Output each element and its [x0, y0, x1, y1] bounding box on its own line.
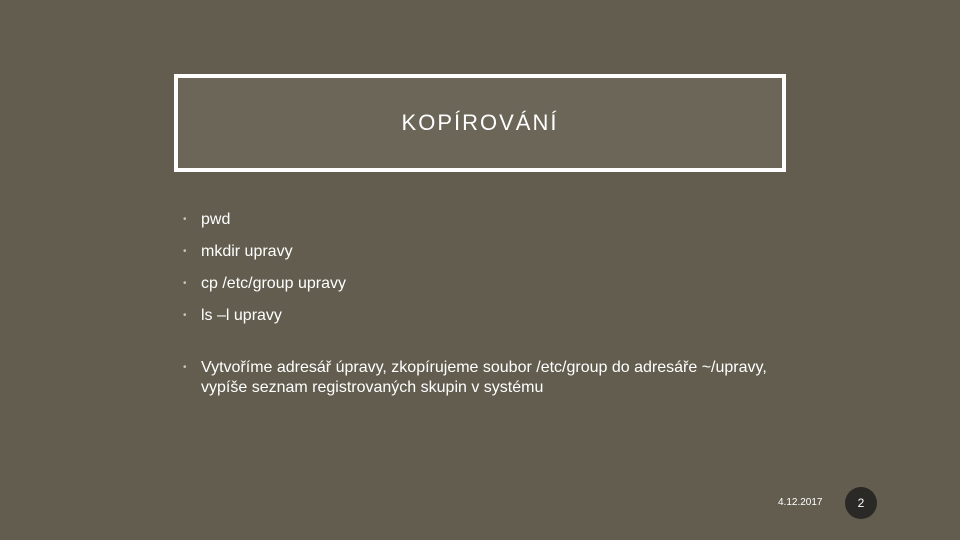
bullet-text: ls –l upravy	[201, 307, 282, 324]
bullet-icon: •	[183, 278, 187, 289]
bullet-icon: •	[183, 246, 187, 257]
bullet-icon: •	[183, 310, 187, 321]
slide-date: 4.12.2017	[778, 497, 823, 508]
bullet-list	[183, 210, 803, 410]
bullet-text: cp /etc/group upravy	[201, 275, 346, 292]
title-box	[174, 74, 786, 172]
bullet-text: pwd	[201, 211, 231, 228]
bullet-icon: •	[183, 214, 187, 225]
description-text: Vytvoříme adresář úpravy, zkopírujeme soubor /etc/group do adresáře ~/upravy, vypíše seznam registrovaných skupin v systému	[201, 359, 767, 396]
page-number-badge: 2	[845, 487, 877, 519]
list-item	[183, 210, 803, 230]
description-item	[183, 358, 803, 398]
slide-title: KOPÍROVÁNÍ	[401, 110, 559, 135]
list-item	[183, 306, 803, 326]
list-item	[183, 242, 803, 262]
list-item	[183, 274, 803, 294]
bullet-text: mkdir upravy	[201, 243, 293, 260]
bullet-icon: •	[183, 362, 187, 373]
